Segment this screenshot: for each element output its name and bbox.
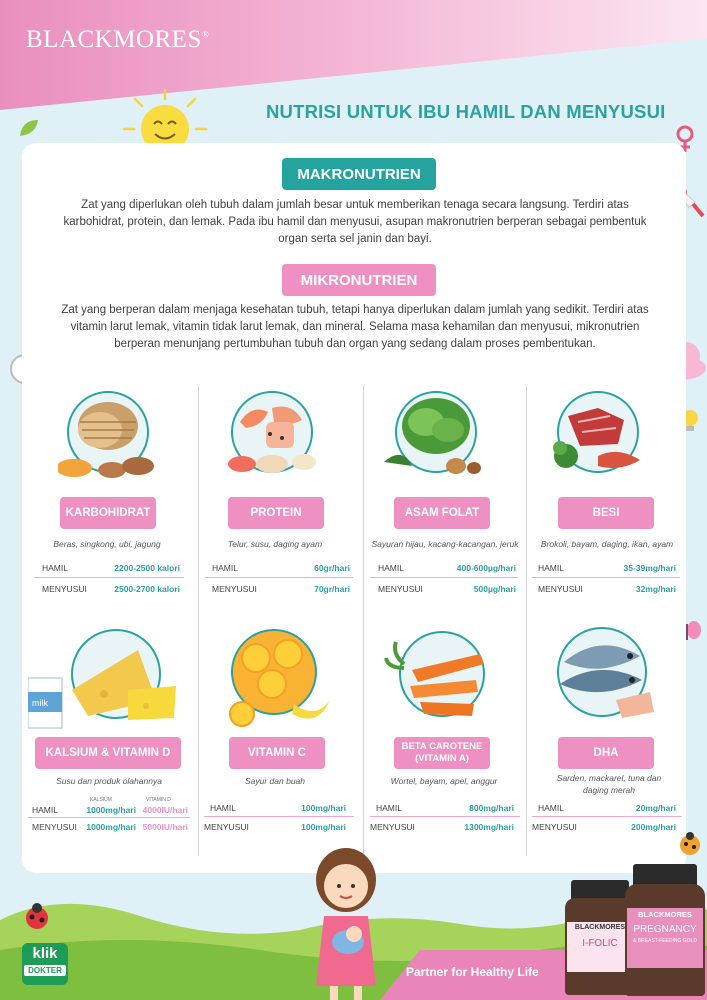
mother-illustration: [306, 846, 386, 1000]
nutrient-sources: Telur, susu, daging ayam: [227, 539, 323, 549]
nutrient-label-karbohidrat: KARBOHIDRAT: [60, 497, 156, 529]
row-divider: [204, 816, 354, 817]
header-background: [0, 0, 707, 110]
row-label-hamil: HAMIL: [32, 805, 58, 815]
nutrient-sources: Susu dan produk olahannya: [56, 776, 162, 786]
seafood-image: [222, 386, 322, 486]
row-label-hamil: HAMIL: [538, 563, 564, 573]
milk-carton-label: milk: [32, 698, 48, 708]
row-value: 400-600µg/hari: [456, 563, 516, 573]
row-value: 1000mg/hari: [86, 822, 136, 832]
row-label-hamil: HAMIL: [538, 803, 564, 813]
nutrient-label-kalsium: KALSIUM & VITAMIN D: [35, 737, 181, 769]
row-value: 200mg/hari: [631, 822, 676, 832]
row-value: 100mg/hari: [301, 822, 346, 832]
column-divider: [526, 386, 527, 856]
row-value: 60gr/hari: [314, 563, 350, 573]
row-label-menyusui: MENYUSUI: [538, 584, 583, 594]
row-value: 2200-2500 kalori: [114, 563, 180, 573]
citrus-image: [222, 624, 332, 730]
mikronutrien-heading: MIKRONUTRIEN: [282, 264, 436, 296]
row-label-menyusui: MENYUSUI: [532, 822, 577, 832]
tagline: Partner for Healthy Life: [406, 965, 539, 979]
row-divider: [532, 577, 680, 578]
row-value: 70gr/hari: [314, 584, 350, 594]
makronutrien-description: Zat yang diperlukan oleh tubuh dalam jumlah besar untuk memberikan tenaga secara langsung. Terdiri atas karbohidrat, protein, dan lemak. Pada ibu hamil dan menyusui, asupan makronutrien berperan sebagai pembentuk organ serta sel janin dan bayi.: [63, 199, 647, 245]
leaf-icon: [18, 118, 40, 138]
row-label-hamil: HAMIL: [212, 563, 238, 573]
row-divider: [34, 577, 184, 578]
row-divider: [370, 816, 520, 817]
ladybug-icon: [22, 902, 52, 932]
row-value: 1300mg/hari: [464, 822, 514, 832]
meat-image: [548, 386, 648, 486]
column-header-kalsium: KALSIUM: [90, 797, 112, 803]
column-divider: [198, 386, 199, 856]
row-value: 1000mg/hari: [86, 805, 136, 815]
brand-logo: BLACKMORES®: [26, 26, 210, 53]
row-divider: [205, 577, 353, 578]
nutrient-sources: Beras, singkong, ubi, jagung: [53, 539, 161, 549]
row-divider: [370, 577, 518, 578]
row-label-menyusui: MENYUSUI: [32, 822, 77, 832]
row-label-hamil: HAMIL: [42, 563, 68, 573]
page-title: NUTRISI UNTUK IBU HAMIL DAN MENYUSUI: [266, 101, 666, 122]
row-label-menyusui: MENYUSUI: [204, 822, 249, 832]
mikronutrien-description: Zat yang berperan dalam menjaga kesehatan tubuh, tetapi hanya diperlukan dalam jumlah yang sedikit. Terdiri atas vitamin larut lemak, vitamin tidak larut lemak, dan mineral. Selama masa kehamilan dan menyusui, mikronutrien berperan menunjang pertumbuhan tubuh dan organ yang sedang dalam proses pembentukan.: [61, 304, 649, 350]
row-label-hamil: HAMIL: [376, 803, 402, 813]
fish-image: [550, 622, 660, 728]
row-label-menyusui: MENYUSUI: [378, 584, 423, 594]
row-value-2: 5000IU/hari: [142, 822, 188, 832]
product-name: I-FOLIC: [582, 938, 618, 949]
nutrient-sources: Brokoli, bayam, daging, ikan, ayam: [540, 539, 674, 549]
nutrient-label-vitamin-c: VITAMIN C: [229, 737, 325, 769]
row-divider: [28, 817, 190, 818]
product-subtitle: & BREAST-FEEDING GOLD: [633, 938, 697, 944]
nutrient-sources: Sayur dan buah: [244, 776, 306, 786]
row-value: 500µg/hari: [473, 584, 516, 594]
nutrient-label-dha: DHA: [558, 737, 654, 769]
sources-line1: Sarden, mackarel, tuna dan: [556, 773, 662, 783]
carrot-image: [384, 624, 494, 730]
row-label-hamil: HAMIL: [378, 563, 404, 573]
nutrient-sources: [530, 772, 688, 796]
nutrient-label-protein: PROTEIN: [228, 497, 324, 529]
klik-logo-text: klik: [32, 945, 58, 962]
ladybug-icon-2: [676, 830, 704, 858]
product-brand: BLACKMORES: [574, 924, 626, 931]
row-label-menyusui: MENYUSUI: [370, 822, 415, 832]
row-value: 35-39mg/hari: [623, 563, 676, 573]
nutrient-label-asam-folat: ASAM FOLAT: [394, 497, 490, 529]
nutrient-label-beta-carotene: [394, 737, 490, 769]
row-value: 2500-2700 kalori: [114, 584, 180, 594]
column-divider: [363, 386, 364, 856]
product-name: PREGNANCY: [633, 924, 697, 935]
row-value: 100mg/hari: [301, 803, 346, 813]
row-label-hamil: HAMIL: [210, 803, 236, 813]
klikdokter-logo: [22, 943, 68, 985]
row-label-menyusui: MENYUSUI: [212, 584, 257, 594]
makronutrien-heading: MAKRONUTRIEN: [282, 158, 436, 190]
row-value: 32mg/hari: [635, 584, 676, 594]
sources-line2: daging merah: [583, 785, 635, 795]
vegetables-image: [382, 386, 482, 486]
dairy-image: [28, 620, 178, 730]
column-header-vitamin-d: VITAMIN D: [146, 797, 171, 803]
nutrient-label-besi: BESI: [558, 497, 654, 529]
nutrient-sources: Sayuran hijau, kacang-kacangan, jeruk: [371, 539, 519, 549]
nutrient-label-line1: BETA CAROTENE: [401, 741, 483, 752]
row-value: 20mg/hari: [635, 803, 676, 813]
row-label-menyusui: MENYUSUI: [42, 584, 87, 594]
row-value: 800mg/hari: [469, 803, 514, 813]
nutrient-label-line2: (VITAMIN A): [415, 753, 469, 764]
product-brand: BLACKMORES: [638, 910, 692, 919]
row-divider: [532, 816, 682, 817]
row-value-2: 4000IU/hari: [142, 805, 188, 815]
bread-image: [58, 386, 158, 486]
dokter-logo-text: DOKTER: [24, 965, 66, 976]
nutrient-sources: Wortel, bayam, apel, anggur: [390, 776, 498, 786]
product-pregnancy-bottle: [625, 864, 705, 996]
